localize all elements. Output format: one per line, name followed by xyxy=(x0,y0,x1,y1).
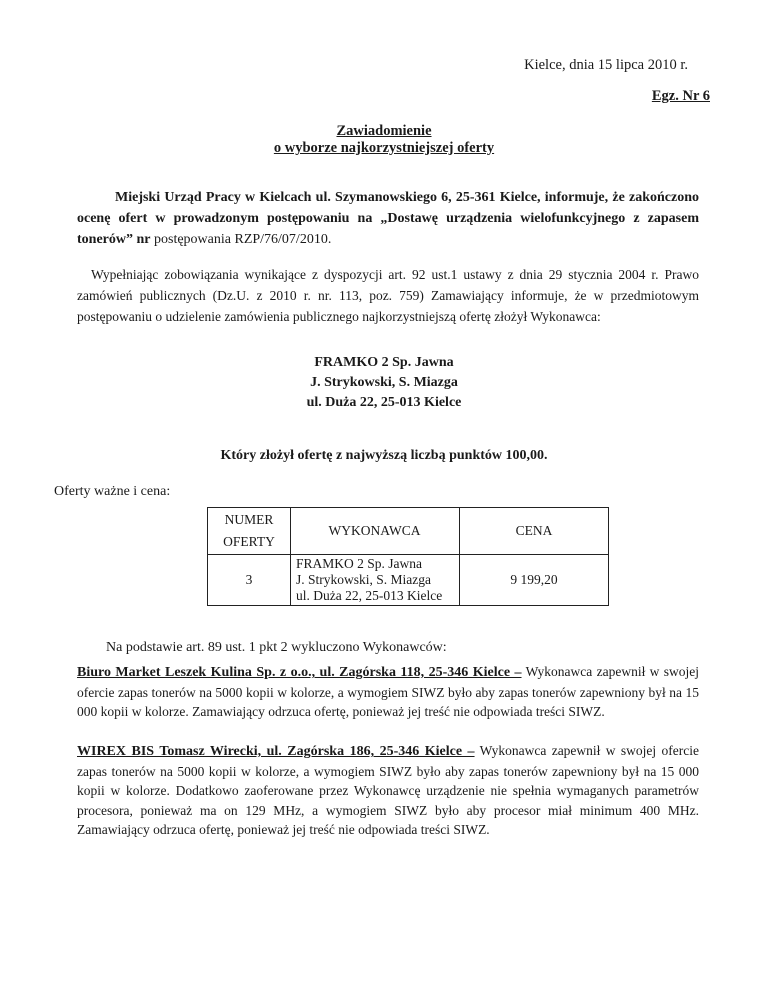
contractor-line-2: J. Strykowski, S. Miazga xyxy=(296,572,431,587)
intro-normal-text: postępowania RZP/76/07/2010. xyxy=(150,232,332,247)
title-line-1: Zawiadomienie xyxy=(336,123,432,139)
legal-basis-text: Wypełniając zobowiązania wynikające z dyspozycji art. 92 ust.1 ustawy z dnia 29 stycznia 2004 r. Prawo zamówień publicznych (Dz.U. z 2010 r. nr. 113, poz. 759) Zamawiający informuje, że w przedmiotowym postępowaniu o udzielenie zamówienia publicznego najkorzystniejszą ofertę złożył Wykonawca: xyxy=(77,267,699,324)
contractor-line-3: ul. Duża 22, 25-013 Kielce xyxy=(296,588,443,603)
offer-price: 9 199,20 xyxy=(460,555,609,606)
header-price: CENA xyxy=(460,508,609,555)
exclusions-intro: Na podstawie art. 89 ust. 1 pkt 2 wykluczono Wykonawców: xyxy=(106,640,447,655)
contractor-line-1: FRAMKO 2 Sp. Jawna xyxy=(296,556,423,571)
header-contractor: WYKONAWCA xyxy=(291,508,460,555)
document-title xyxy=(0,123,768,157)
exclusion-text: Wykonawca zapewnił w swojej ofercie zapas tonerów na 5000 kopii w kolorze, a wymogiem SIWZ było aby zapas tonerów zapewniony był na 15 000 kopii w kolorze. Zamawiający odrzuca ofertę, ponieważ jej treść nie odpowiada treści SIWZ. xyxy=(77,664,699,719)
offers-table xyxy=(207,507,609,606)
exclusion-head: WIREX BIS Tomasz Wirecki, ul. Zagórska 186, 25-346 Kielce – xyxy=(77,744,475,759)
header-number-line-2: OFERTY xyxy=(223,534,275,549)
winner-address: ul. Duża 22, 25-013 Kielce xyxy=(306,395,462,410)
legal-basis-paragraph xyxy=(77,264,699,327)
exclusion-item xyxy=(77,662,699,722)
offers-label: Oferty ważne i cena: xyxy=(54,484,171,499)
table-row xyxy=(208,555,609,606)
header-number xyxy=(208,508,291,555)
intro-bold-text: Miejski Urząd Pracy w Kielcach ul. Szymanowskiego 6, 25-361 Kielce, informuje, że zakończono ocenę ofert w prowadzonym postępowaniu na „Dostawę urządzenia wielofunkcyjnego z zapasem tonerów” nr xyxy=(77,190,699,247)
exclusion-item xyxy=(77,741,699,840)
offer-number: 3 xyxy=(208,555,291,606)
exclusion-head: Biuro Market Leszek Kulina Sp. z o.o., ul. Zagórska 118, 25-346 Kielce – xyxy=(77,665,522,680)
place-date: Kielce, dnia 15 lipca 2010 r. xyxy=(524,57,688,73)
winner-points: Który złożył ofertę z najwyższą liczbą punktów 100,00. xyxy=(220,448,548,463)
title-line-2: o wyborze najkorzystniejszej oferty xyxy=(273,140,495,156)
winner-owners: J. Strykowski, S. Miazga xyxy=(310,375,458,390)
offer-contractor xyxy=(291,555,460,606)
winner-name: FRAMKO 2 Sp. Jawna xyxy=(314,355,454,370)
copy-number: Egz. Nr 6 xyxy=(651,88,710,104)
exclusion-text: Wykonawca zapewnił w swojej ofercie zapas tonerów na 5000 kopii w kolorze, a wymogiem SIWZ było aby zapas tonerów zapewniony był na 15 000 kopii w kolorze. Dodatkowo zaoferowane przez Wykonawcę urządzenie nie spełnia wymaganych parametrów procesora, ponieważ ma on 129 MHz, a wymogiem SIWZ było aby procesor miał minimum 400 MHz. Zamawiający odrzuca ofertę, ponieważ jej treść nie odpowiada treści SIWZ. xyxy=(77,743,699,837)
intro-paragraph xyxy=(77,187,699,250)
table-header-row xyxy=(208,508,609,555)
header-number-line-1: NUMER xyxy=(224,512,274,527)
winner-block xyxy=(0,353,768,413)
